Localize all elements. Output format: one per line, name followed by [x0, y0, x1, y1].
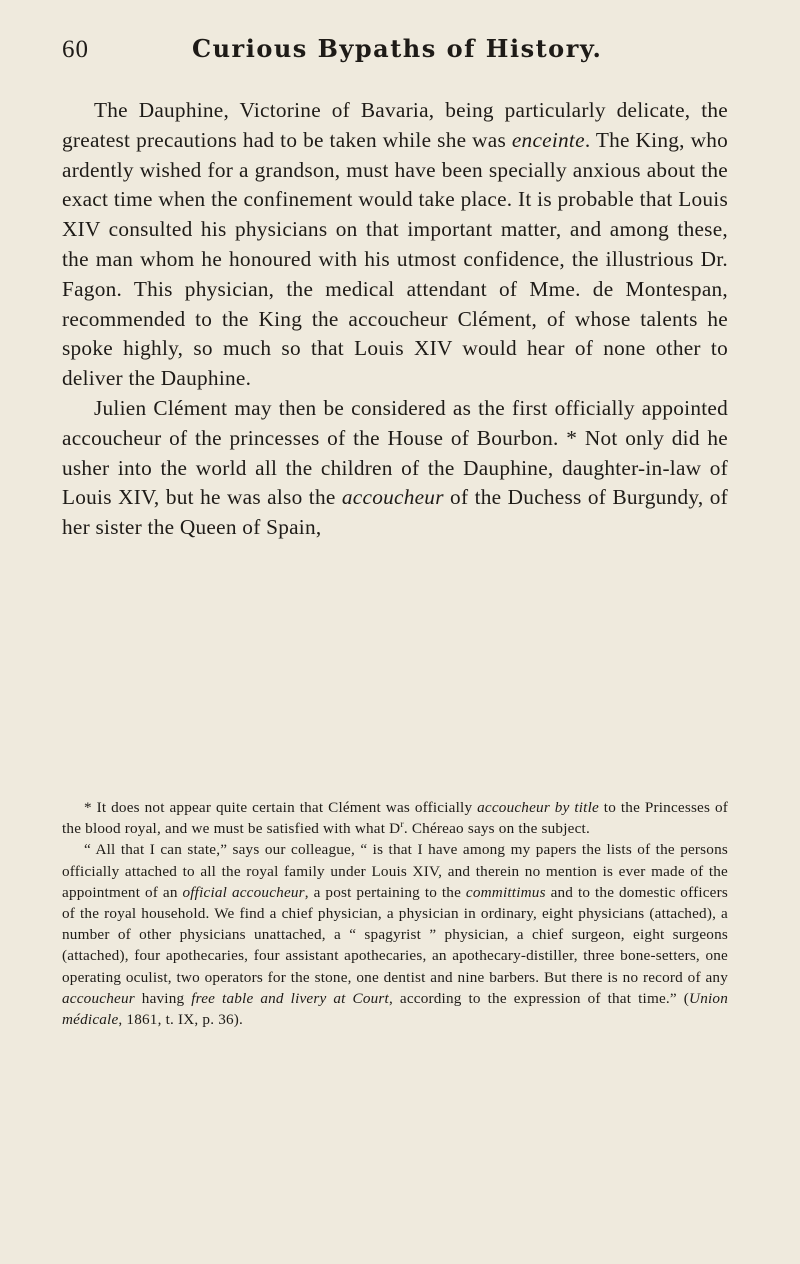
page-number: 60: [62, 36, 89, 63]
footnote-1-superscript: r: [400, 819, 404, 831]
italic-accoucheur: accoucheur: [341, 485, 444, 510]
footnote-1-part-b: to the Princesses of the blood royal, and we must be satisfied with what D: [62, 799, 728, 838]
footnote-1-italic: accoucheur by title: [477, 799, 599, 816]
footnote-2-italic-1: official accoucheur: [182, 883, 305, 901]
footnote-1-part-c: . Chéreao says on the subject.: [403, 820, 590, 838]
paragraph-1-part-b: . The King, who ardently wished for a grandson, must have been specially anxious about the exact time when the confinement would take place. It is probable that Louis XIV consulted his physicians on that important matter, and among these, the man whom he honoured with his utmost confidence, the illustrious Dr. Fagon. This physician, the medical attendant of Mme. de Montespan, recommended to the King the accoucheur Clément, of whose talents he spoke highly, so much so that Louis XIV would hear of none other to deliver the Dauphine.: [62, 127, 728, 391]
paragraph-1: [62, 96, 728, 394]
footnote-2-part-e: , according to the expression of that time.” (: [388, 989, 690, 1007]
footnote-paragraph-2: [62, 839, 728, 1030]
footnote: [62, 797, 728, 1030]
footnote-2-italic-5: Union médicale: [62, 989, 728, 1029]
footnote-2-part-a: “ All that I can state,” says our colleague, “ is that I have among my papers the lists of the persons officially attached to all the royal family under Louis XIV, and therein no mention is ever made of the appointment of an: [62, 841, 728, 901]
main-text: [62, 96, 728, 543]
paragraph-2-part-a: Julien Clément may then be considered as the first officially appointed accoucheur of the princesses of the House of Bourbon. * Not only did he usher into the world all the children of the Dauphine, daughter-in-law of Louis XIV, but he was also the: [62, 395, 728, 510]
footnote-2-italic-2: committimus: [465, 883, 546, 901]
footnote-2-italic-3: accoucheur: [62, 989, 135, 1007]
italic-enceinte: enceinte: [511, 127, 585, 152]
footnote-2-part-c: and to the domestic officers of the royal household. We find a chief physician, a physician in ordinary, eight physicians (attached), a number of other physicians unattached, a “ spagyrist ” physician, a chief surgeon, eight surgeons (attached), four apothecaries, four assistant apothecaries, an apothecary-distiller, three bone-setters, one operating oculist, two operators for the stone, one dentist and nine barbers. But there is no record of any: [62, 883, 728, 986]
running-title: Curious Bypaths of History.: [192, 34, 603, 63]
footnote-1-part-a: * It does not appear quite certain that Clément was officially: [84, 799, 478, 816]
paragraph-2-part-b: of the Duchess of Burgundy, of her sister the Queen of Spain,: [62, 485, 728, 540]
footnote-2-part-f: , 1861, t. IX, p. 36).: [118, 1011, 244, 1029]
footnote-2-italic-4: free table and livery at Court: [191, 989, 389, 1007]
running-head: [62, 36, 690, 76]
footnote-2-part-d: having: [134, 989, 192, 1007]
paragraph-2: [62, 394, 728, 543]
footnote-paragraph-1: [62, 797, 728, 839]
paragraph-1-part-a: The Dauphine, Victorine of Bavaria, being particularly delicate, the greatest precautions had to be taken while she was: [62, 98, 728, 152]
footnote-2-part-b: , a post pertaining to the: [304, 883, 466, 901]
